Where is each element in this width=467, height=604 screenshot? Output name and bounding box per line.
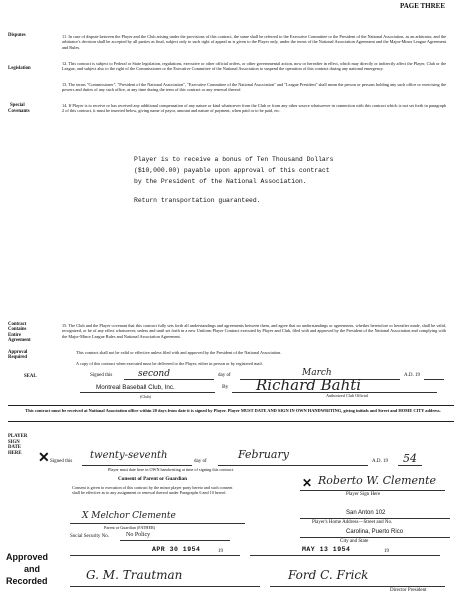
clause-14: 14. If Player is to receive or has received any additional compensation of any nature or kind whatsoever from the Club or from any other source whatsoever in connection with this contract which is not set forth in paragraph 2 of this contract, it must be inserted below, giving name of payor, amount and nature of payment, when paid or to be paid, etc. (62, 103, 446, 114)
club-day-of: day of (218, 373, 231, 378)
clause-15: 15. The Club and the Player covenant that this contract fully sets forth all understandings and agreements between them, and agree that no understandings or agreements, whether heretofore or hereafter made, shall be valid, recognized, or be of any effect whatsoever, unless and until set forth in a new Uniform Player Contract executed by Player and Club, filed with and approved by the President of the National Association and complying with the Major-Minor League Rules and National Association Agreement. (62, 323, 446, 339)
club-by: By (222, 384, 229, 390)
player-city: Carolina, Puerto Rico (346, 529, 404, 535)
approval-stamp-2: MAY 13 1954 (302, 546, 351, 553)
approval-year-1: 19 (218, 549, 223, 554)
special-line-2: ($10,000.00) payable upon approval of this contract (134, 167, 330, 174)
page-label: PAGE THREE (399, 2, 445, 10)
club-day-line (124, 379, 214, 380)
consent-text: Consent is given to execution of this contract by the minor player party hereto and such consent shall be effective as to any assignment or renewal thereof under Paragraphs 6 and 10 hereof. (72, 485, 233, 496)
label-and: and (24, 564, 41, 574)
approval-signature-right-line (270, 586, 445, 587)
player-city-label: City and State (340, 539, 369, 544)
parent-signature: X Melchor Clemente (82, 511, 176, 521)
label-contract-2: Contains (8, 327, 27, 333)
player-day-of: day of (194, 459, 207, 464)
label-contract-1: Contract (8, 322, 27, 327)
rule-bottom (8, 421, 454, 422)
approval-signature-left-line (70, 586, 260, 587)
club-name: Montreal Baseball Club, Inc. (96, 384, 175, 391)
player-signature-line (300, 490, 445, 491)
club-ad (404, 373, 420, 378)
player-street-line (300, 518, 450, 519)
notice: This contract must be received at National Association office within 20 days from date it is signed by Player. Player MUST DATE AND SIGN IN OWN HANDWRITING, giving initials and Street and HOME CITY address. (25, 408, 441, 413)
player-year-prefix: 19 (382, 459, 388, 464)
special-line-1: Player is to receive a bonus of Ten Thousand Dollars (134, 156, 334, 163)
label-contract-4: Agreement (8, 338, 31, 344)
clause-13: 13. The terms "Commissioner", "President of the National Association", "Executive Committee of the National Association" and "League President" shall mean the person or persons holding any such office or exercising the powers and duties of any such office, at any time during the term of this contract or any renewal thereof. (62, 82, 446, 93)
club-day: second (138, 369, 170, 379)
club-auth-label: Authorized Club Official (326, 393, 369, 398)
label-player: PLAYER (8, 434, 28, 439)
label-approval-1: Approval (8, 350, 28, 355)
label-recorded: Recorded (6, 576, 48, 586)
label-approved-recorded (6, 551, 48, 587)
label-sign: SIGN (8, 439, 20, 445)
clause-15-copy: A copy of this contract when executed must be delivered to the Player, either in person or by registered mail. (76, 361, 263, 366)
player-ad-text: A.D. (372, 459, 382, 464)
player-year-line (398, 465, 422, 466)
label-disputes: Disputes (8, 33, 26, 38)
special-line-4: Return transportation guaranteed. (134, 197, 261, 204)
approval-year-2: 19 (384, 549, 389, 554)
approval-line-1 (70, 555, 240, 556)
player-ad (372, 459, 388, 464)
label-legislation: Legislation (8, 66, 31, 71)
label-seal: SEAL (24, 374, 37, 379)
club-ad-text: A.D. (404, 373, 414, 378)
ssn-value: No Policy (126, 532, 151, 538)
label-approved: Approved (6, 552, 49, 562)
parent-signature-line (70, 523, 245, 524)
rule-top (8, 405, 454, 406)
label-player-sign (8, 434, 27, 456)
ssn-label: Social Security No. (70, 534, 110, 539)
parent-label: Parent or Guardian (FATHER) (104, 525, 156, 530)
player-x-mark: ✕ (38, 451, 50, 466)
label-contract-3: Entire (8, 332, 21, 338)
player-month-line (218, 465, 368, 466)
approval-signature-right: Ford C. Frick (288, 568, 369, 582)
label-approval (8, 350, 27, 361)
player-day-line (82, 465, 192, 466)
approval-line-2 (250, 555, 440, 556)
label-date: DATE (8, 445, 21, 451)
ssn-line (120, 540, 230, 541)
player-sign-here: Player Sign Here (346, 492, 381, 497)
approval-right-label: Director President (390, 588, 427, 593)
clause-11: 11. In case of dispute between the Player and the Club arising under the provisions of this contract, the same shall be referred to the Executive Committee or the President of the National Association, as an arbitrator, and the arbitrator's decision shall be accepted by all parties as final, subject only to such right of appeal as is given to the Player only, under the terms of the National Association Agreement and the Major-Minor League Agreement and Rules. (62, 34, 446, 50)
consent-title: Consent of Parent or Guardian (118, 476, 187, 482)
player-sign-x-mark: ✕ (302, 476, 313, 490)
club-year-prefix: 19 (414, 373, 420, 378)
player-street-label: Player's Home Address—Street and No. (312, 520, 393, 525)
player-year: 54 (403, 452, 417, 465)
player-city-line (300, 537, 450, 538)
approval-signature-left: G. M. Trautman (86, 568, 183, 582)
label-here: HERE (8, 450, 22, 456)
label-approval-2: Required (8, 355, 28, 361)
club-name-line (80, 392, 215, 393)
club-signature: Richard Bahti (256, 376, 362, 394)
club-year-line (424, 379, 444, 380)
label-contract-entire (8, 322, 31, 344)
player-signature: Roberto W. Clemente (318, 474, 437, 487)
approval-stamp-1: APR 30 1954 (152, 546, 201, 553)
player-day: twenty-seventh (90, 450, 168, 461)
club-signed-this: Signed this (90, 373, 113, 378)
label-special-2: Covenants (8, 109, 30, 114)
club-label: (Club) (140, 394, 151, 399)
player-month: February (238, 448, 289, 461)
club-month: March (302, 368, 332, 378)
clause-15-valid: This contract shall not be valid or effective unless filed with and approved by the President of the National Association. (76, 350, 282, 355)
player-own-hand: Player must date here in OWN handwriting at time of signing this contract. (108, 467, 234, 472)
clause-12: 12. This contract is subject to Federal or State legislation, regulations, executive or other official orders, or other governmental action, now or hereafter in effect, which may directly or indirectly affect the Player, Club or the League, and subject also to the right of the Commissioner or the Executive Committee of the National Association to suspend the operation of this contract during any national emergency. (62, 61, 446, 72)
player-street: San Anton 102 (346, 510, 386, 516)
special-line-3: by the President of the National Association. (134, 178, 307, 185)
player-signed-this: Signed this (50, 459, 73, 464)
label-special-1: Special (10, 103, 25, 108)
